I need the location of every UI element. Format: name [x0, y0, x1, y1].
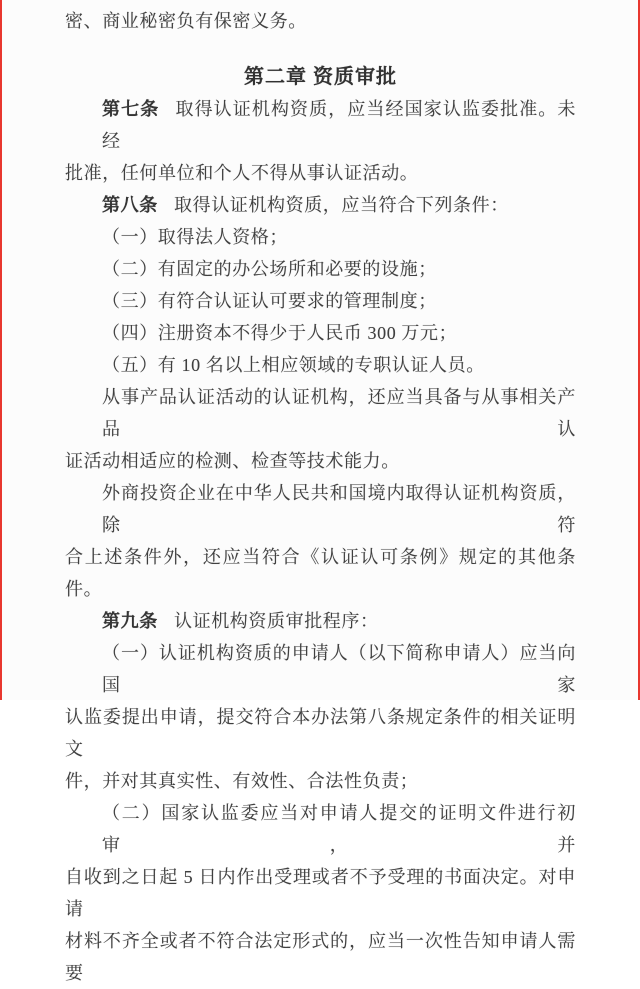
document-line	[65, 861, 576, 925]
document-line-item-5	[65, 349, 576, 381]
document-line-item-2	[65, 797, 576, 861]
document-line-item-1	[65, 637, 576, 701]
document-line	[65, 765, 576, 797]
line-text: 批准，任何单位和个人不得从事认证活动。	[65, 163, 419, 183]
line-text: 外商投资企业在中华人民共和国境内取得认证机构资质，除符	[102, 483, 576, 535]
line-text: （一）取得法人资格；	[102, 227, 288, 247]
continuation-paragraph-line	[65, 5, 576, 37]
article-number: 第九条	[102, 611, 158, 631]
line-text: （二）有固定的办公场所和必要的设施；	[102, 259, 437, 279]
document-line	[65, 925, 576, 989]
line-text: （四）注册资本不得少于人民币 300 万元；	[102, 323, 458, 343]
chapter-heading: 第二章 资质审批	[244, 66, 397, 88]
document-line-article-7	[65, 93, 576, 157]
document-line-item-1	[65, 221, 576, 253]
line-text: 自收到之日起 5 日内作出受理或者不予受理的书面决定。对申请	[65, 867, 576, 919]
document-line	[65, 701, 576, 765]
document-line	[65, 477, 576, 541]
document-line	[65, 381, 576, 445]
line-text: 合上述条件外，还应当符合《认证认可条例》规定的其他条件。	[65, 547, 576, 599]
line-text: 材料不齐全或者不符合法定形式的，应当一次性告知申请人需要	[65, 931, 576, 983]
line-text: （二）国家认监委应当对申请人提交的证明文件进行初审，并	[102, 803, 576, 855]
line-text: 密、商业秘密负有保密义务。	[65, 11, 307, 31]
line-text: 认证机构资质审批程序：	[174, 611, 379, 631]
line-text: 件，并对其真实性、有效性、合法性负责；	[65, 771, 419, 791]
document-line-article-8	[65, 189, 576, 221]
page-edge-line-left	[0, 0, 2, 700]
document-line-article-9	[65, 605, 576, 637]
article-number: 第七条	[102, 99, 160, 119]
document-line	[65, 541, 576, 605]
line-text: （五）有 10 名以上相应领域的专职认证人员。	[102, 355, 485, 375]
line-text: （一）认证机构资质的申请人（以下简称申请人）应当向国家	[102, 643, 576, 695]
article-number: 第八条	[102, 195, 158, 215]
line-text: （三）有符合认证认可要求的管理制度；	[102, 291, 437, 311]
line-text: 从事产品认证活动的认证机构，还应当具备与从事相关产品认	[102, 387, 576, 439]
document-line-item-4	[65, 317, 576, 349]
line-text: 取得认证机构资质，应当符合下列条件：	[174, 195, 509, 215]
document-line-item-3	[65, 285, 576, 317]
document-line	[65, 445, 576, 477]
line-text: 认监委提出申请，提交符合本办法第八条规定条件的相关证明文	[65, 707, 576, 759]
document-line	[65, 157, 576, 189]
line-text: 证活动相适应的检测、检查等技术能力。	[65, 451, 400, 471]
document-line-item-2	[65, 253, 576, 285]
line-text: 取得认证机构资质，应当经国家认监委批准。未经	[102, 99, 576, 151]
